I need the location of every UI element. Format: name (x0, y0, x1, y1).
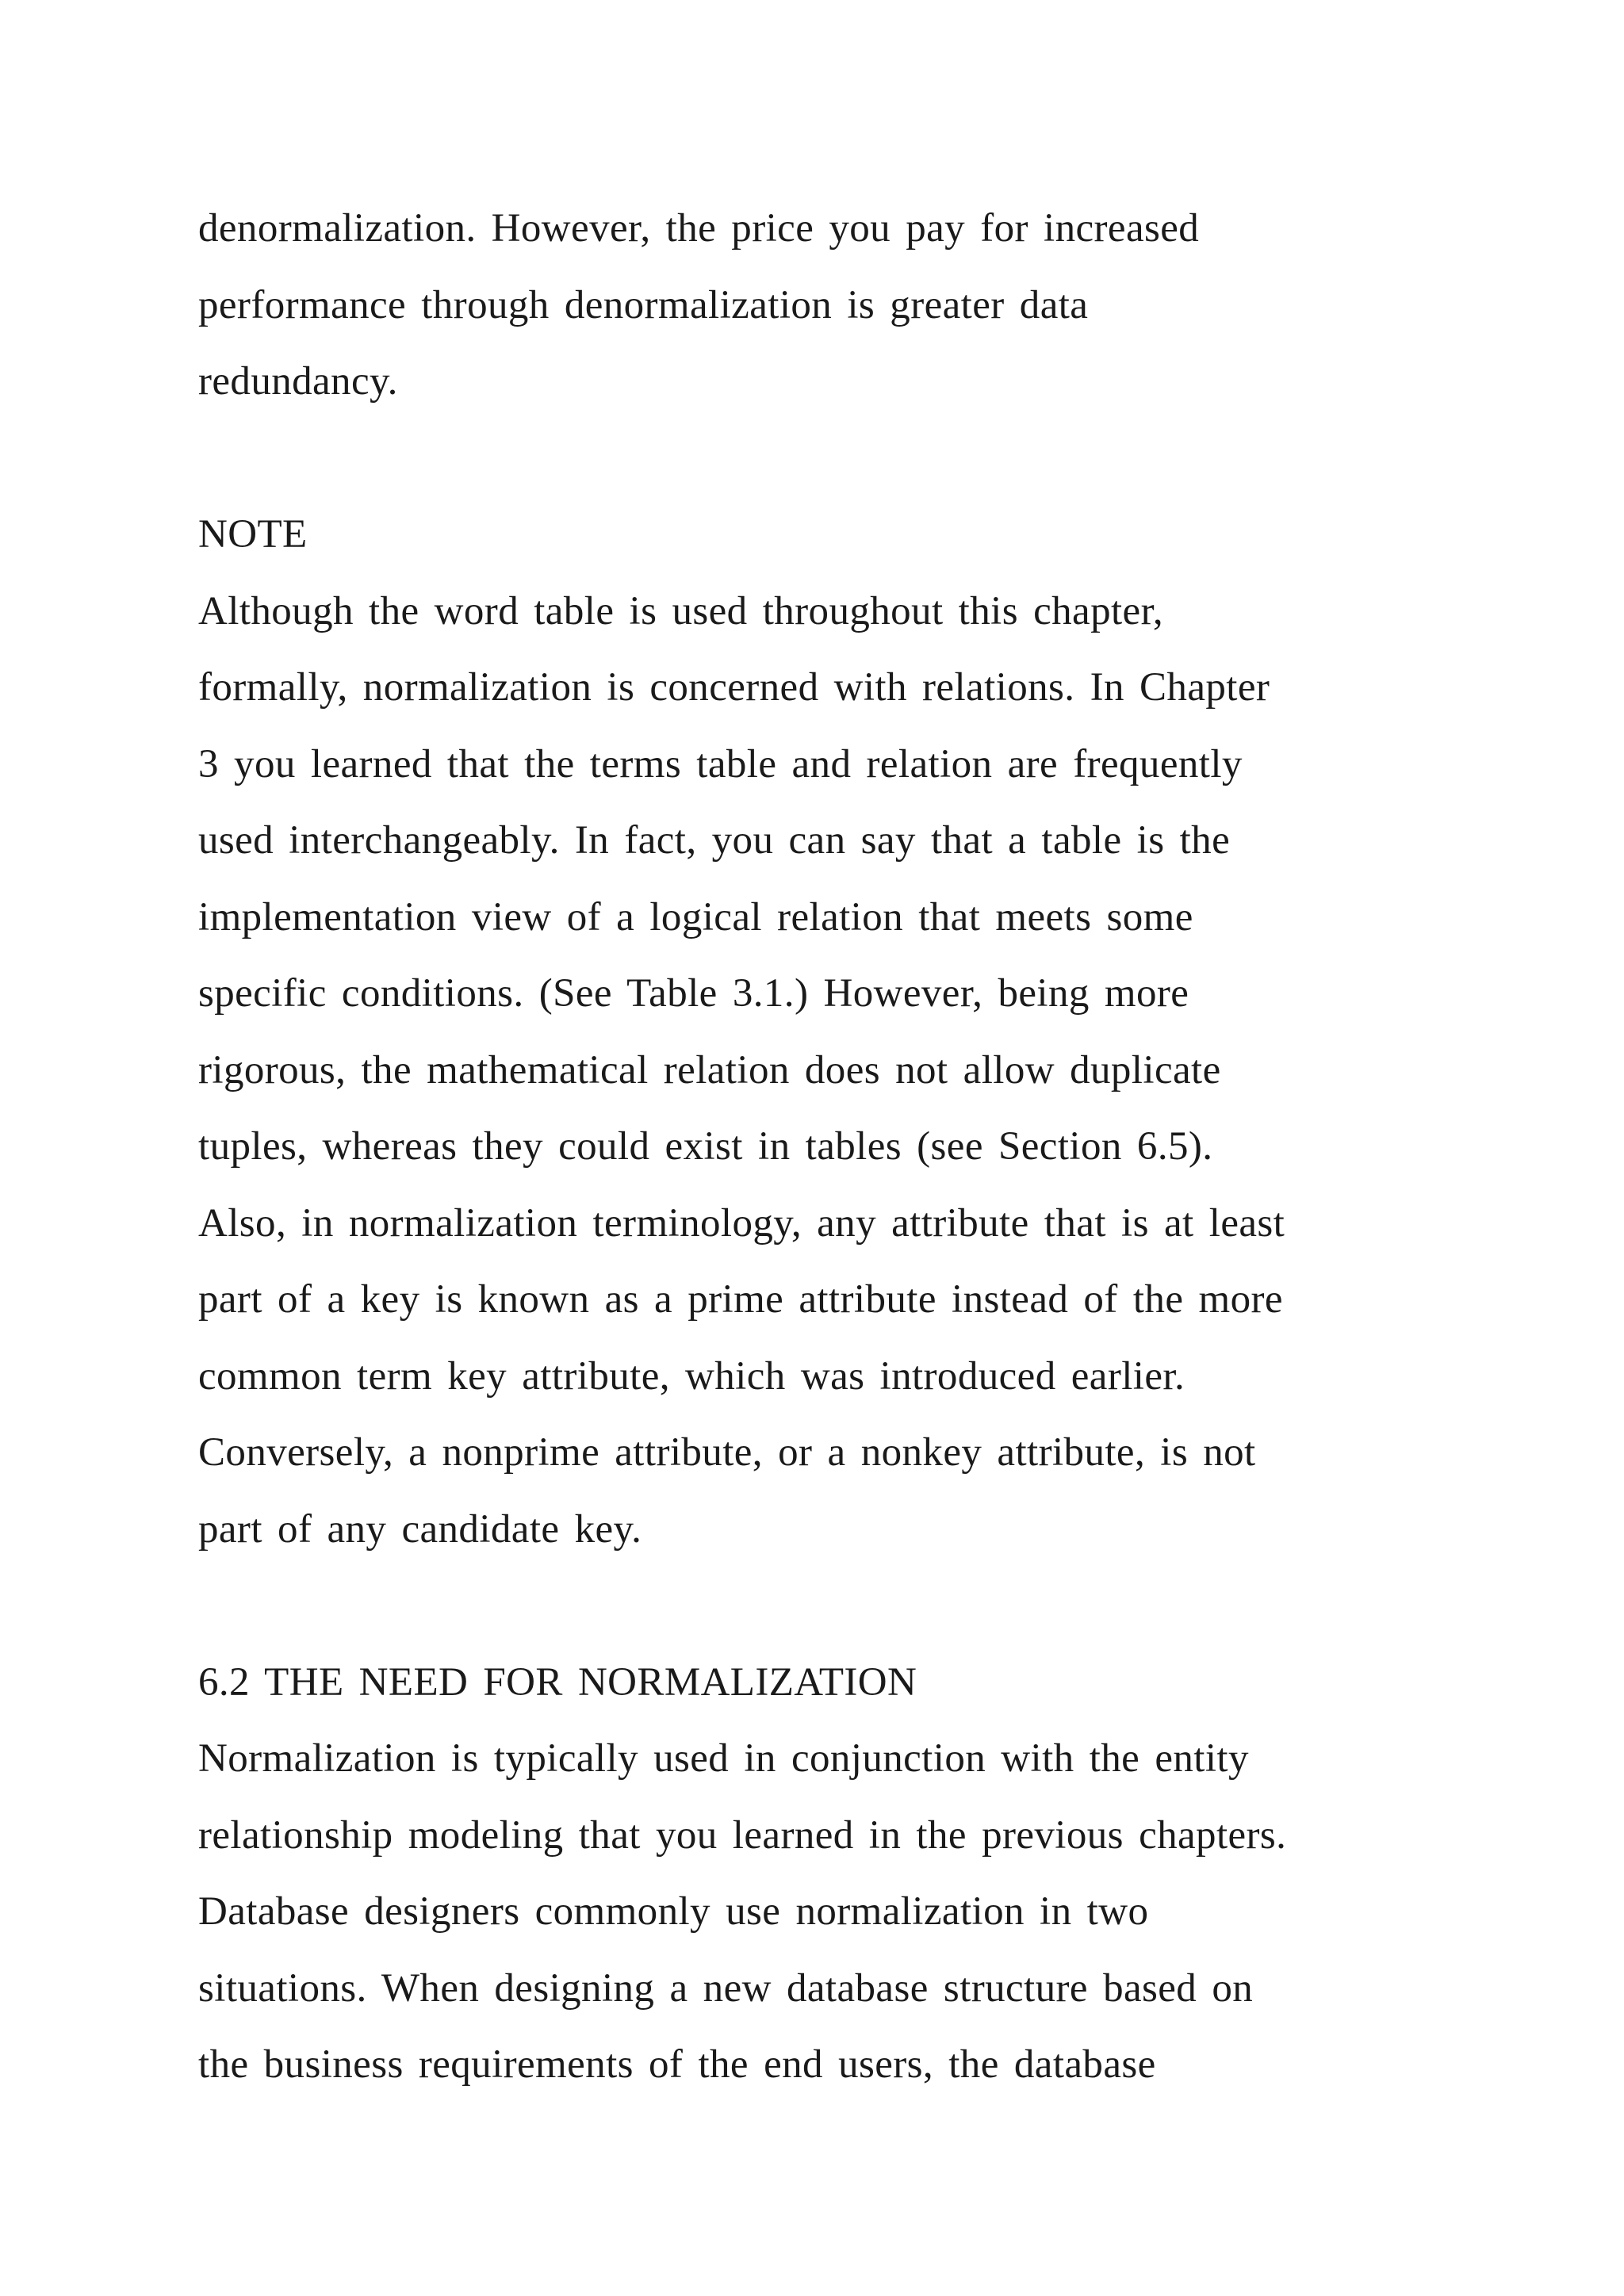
text-line: Conversely, a nonprime attribute, or a nonkey attribute, is not (198, 1430, 1256, 1475)
text-line: Also, in normalization terminology, any attribute that is at least (198, 1200, 1285, 1246)
text-line: common term key attribute, which was introduced earlier. (198, 1353, 1185, 1399)
text-line: Database designers commonly use normalization in two (198, 1889, 1149, 1934)
section-6-2 (198, 1644, 1507, 2103)
text-line: relationship modeling that you learned in the previous chapters. (198, 1812, 1287, 1858)
text-line: denormalization. However, the price you pay for increased (198, 206, 1200, 251)
paragraph-gap (198, 1567, 1507, 1644)
text-line: formally, normalization is concerned with relations. In Chapter (198, 665, 1270, 710)
text-line: 3 you learned that the terms table and relation are frequently (198, 741, 1243, 786)
text-line: redundancy. (198, 359, 398, 404)
text-line: situations. When designing a new database structure based on (198, 1965, 1254, 2011)
text-line: part of a key is known as a prime attribute instead of the more (198, 1277, 1283, 1322)
text-line: part of any candidate key. (198, 1506, 642, 1552)
section-heading: 6.2 THE NEED FOR NORMALIZATION (198, 1659, 917, 1705)
text-line: the business requirements of the end users, the database (198, 2042, 1156, 2087)
paragraph-gap (198, 420, 1507, 497)
text-line: used interchangeably. In fact, you can say that a table is the (198, 818, 1231, 863)
intro-paragraph (198, 190, 1507, 420)
text-line: performance through denormalization is greater data (198, 282, 1089, 327)
note-box (198, 496, 1507, 1567)
body-text (198, 190, 1507, 2103)
text-line: Normalization is typically used in conjunction with the entity (198, 1736, 1249, 1781)
text-line: rigorous, the mathematical relation does not allow duplicate (198, 1047, 1221, 1093)
text-line: tuples, whereas they could exist in tables (see Section 6.5). (198, 1124, 1213, 1169)
text-line: Although the word table is used throughout this chapter, (198, 588, 1164, 633)
note-heading: NOTE (198, 512, 308, 557)
text-line: specific conditions. (See Table 3.1.) However, being more (198, 971, 1189, 1016)
text-line: implementation view of a logical relation that meets some (198, 894, 1193, 939)
